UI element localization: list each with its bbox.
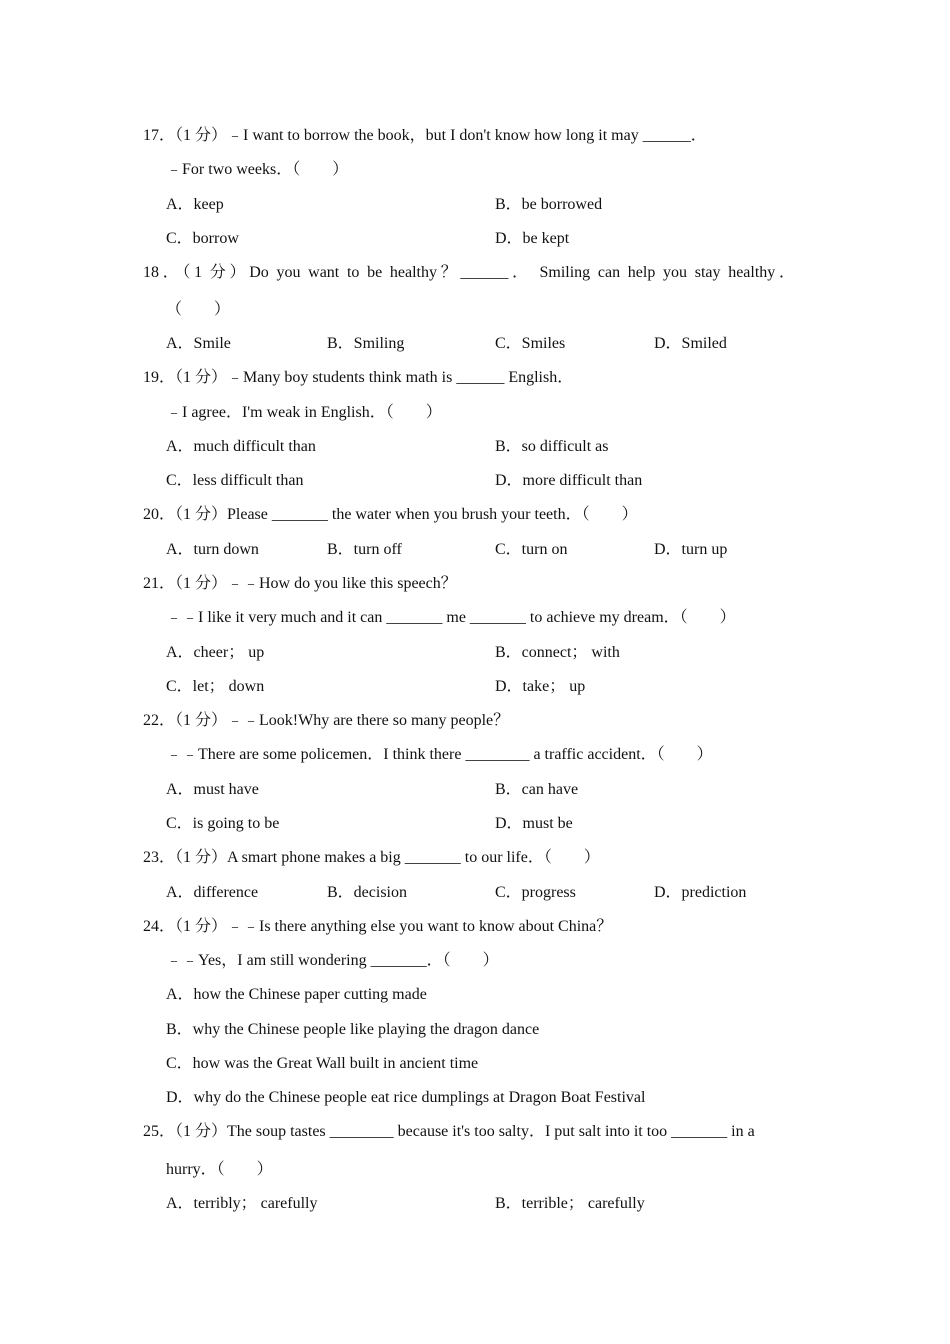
question-22-option-b[interactable]: B．can have [495,781,579,798]
question-25-followup: hurry．（ ） [166,1161,273,1178]
question-22-stem: 22．（1 分）﹣﹣Look!Why are there so many people？ [143,712,510,729]
question-22-followup: ﹣﹣There are some policemen．I think there ________ a traffic accident．（ ） [166,746,713,763]
question-19-followup: ﹣I agree．I'm weak in English．（ ） [166,404,442,421]
question-20-option-a[interactable]: A．turn down [166,541,259,558]
question-20-option-b[interactable]: B．turn off [327,541,402,558]
question-23-option-c[interactable]: C．progress [495,884,576,901]
question-18-option-c[interactable]: C．Smiles [495,335,566,352]
question-23-option-b[interactable]: B．decision [327,884,407,901]
question-19-option-d[interactable]: D．more difficult than [495,472,643,489]
question-18-stem: 18．（1 分）Do you want to be healthy？______． Smiling can help you stay healthy． [143,264,795,281]
question-24-option-c[interactable]: C．how was the Great Wall built in ancient time [166,1055,479,1072]
question-19-option-a[interactable]: A．much difficult than [166,438,316,455]
question-17-followup: ﹣For two weeks．（ ） [166,161,349,178]
question-23-stem: 23．（1 分）A smart phone makes a big _______ to our life．（ ） [143,849,600,866]
question-18-option-d[interactable]: D．Smiled [654,335,727,352]
question-18-followup: （ ） [166,301,231,318]
question-22-option-d[interactable]: D．must be [495,815,573,832]
question-17-stem: 17．（1 分）﹣I want to borrow the book，but I don't know how long it may ______． [143,127,707,144]
question-19-option-b[interactable]: B．so difficult as [495,438,609,455]
question-24-followup: ﹣﹣Yes，I am still wondering _______．（ ） [166,952,499,969]
question-17-option-d[interactable]: D．be kept [495,230,570,247]
question-17-option-c[interactable]: C．borrow [166,230,239,247]
question-25-option-b[interactable]: B．terrible； carefully [495,1195,645,1212]
question-23-option-d[interactable]: D．prediction [654,884,747,901]
question-24-option-b[interactable]: B．why the Chinese people like playing the dragon dance [166,1021,540,1038]
question-21-stem: 21．（1 分）﹣﹣How do you like this speech？ [143,575,457,592]
question-24-option-d[interactable]: D．why do the Chinese people eat rice dumplings at Dragon Boat Festival [166,1089,646,1106]
question-25-option-a[interactable]: A．terribly； carefully [166,1195,318,1212]
question-23-option-a[interactable]: A．difference [166,884,259,901]
question-19-option-c[interactable]: C．less difficult than [166,472,304,489]
question-22-option-a[interactable]: A．must have [166,781,259,798]
question-21-option-c[interactable]: C．let； down [166,678,265,695]
question-21-option-b[interactable]: B．connect； with [495,644,620,661]
question-24-option-a[interactable]: A．how the Chinese paper cutting made [166,986,427,1003]
question-21-followup: ﹣﹣I like it very much and it can _______ me _______ to achieve my dream．（ ） [166,609,736,626]
question-25-stem: 25．（1 分）The soup tastes ________ because it's too salty．I put salt into it too _______ in a [143,1123,755,1140]
question-17-option-a[interactable]: A．keep [166,196,224,213]
question-20-option-d[interactable]: D．turn up [654,541,728,558]
question-22-option-c[interactable]: C．is going to be [166,815,280,832]
question-24-stem: 24．（1 分）﹣﹣Is there anything else you want to know about China？ [143,918,613,935]
question-20-option-c[interactable]: C．turn on [495,541,568,558]
question-17-option-b[interactable]: B．be borrowed [495,196,603,213]
question-19-stem: 19．（1 分）﹣Many boy students think math is ______ English． [143,369,574,386]
question-20-stem: 20．（1 分）Please _______ the water when you brush your teeth．（ ） [143,506,638,523]
question-18-option-b[interactable]: B．Smiling [327,335,405,352]
question-21-option-a[interactable]: A．cheer； up [166,644,265,661]
question-18-option-a[interactable]: A．Smile [166,335,231,352]
question-21-option-d[interactable]: D．take； up [495,678,586,695]
